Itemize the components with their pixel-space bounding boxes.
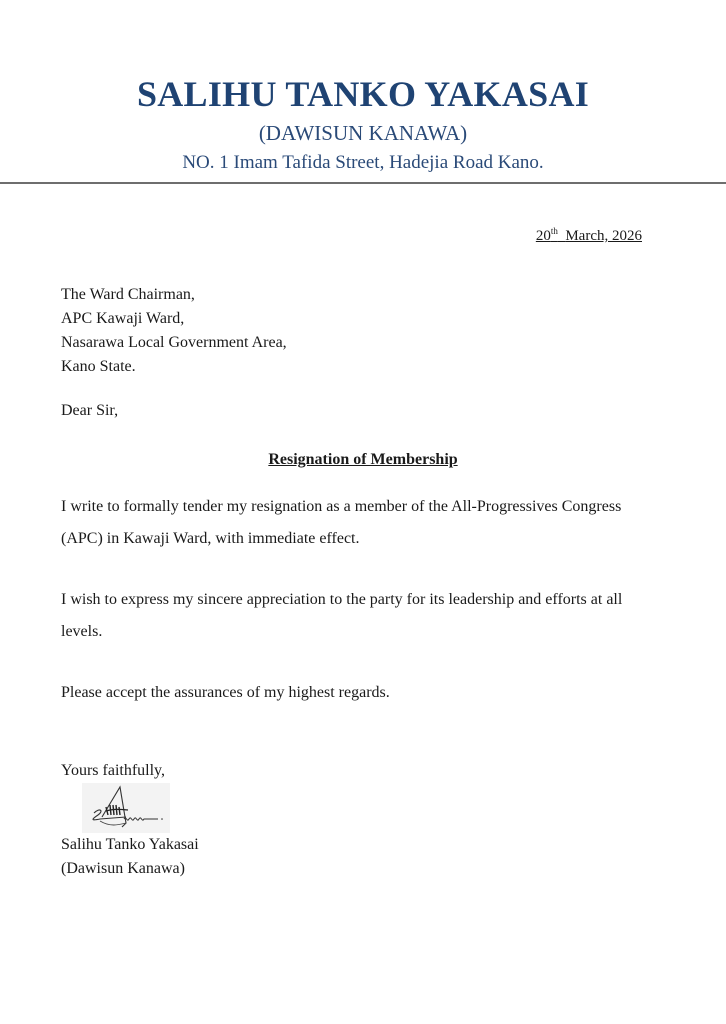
body-paragraph: I write to formally tender my resignation as a member of the All-Progressives Congress (APC) in Kawaji Ward, with immediate effect. [61,498,622,547]
recipient-address [61,283,287,379]
recipient-line: Nasarawa Local Government Area, [61,334,287,351]
signer-name: Salihu Tanko Yakasai [61,836,199,853]
signer-block [61,833,199,881]
date-day: 20 [535,228,551,244]
signer-alias: (Dawisun Kanawa) [61,860,185,877]
letterhead-alias: (DAWISUN KANAWA) [258,121,468,145]
signature-icon [82,783,170,833]
salutation: Dear Sir, [61,402,119,419]
letterhead-divider [0,182,726,184]
subject-heading: Resignation of Membership [268,451,458,468]
recipient-line: Kano State. [61,358,136,375]
closing: Yours faithfully, [61,762,166,779]
signature-graphic [82,783,170,833]
date-day-suffix: th [550,226,558,236]
letterhead-name: SALIHU TANKO YAKASAI [136,74,590,114]
recipient-line: APC Kawaji Ward, [61,310,185,327]
body-paragraph: Please accept the assurances of my highest regards. [61,684,390,701]
recipient-line: The Ward Chairman, [61,286,195,303]
body-paragraph: I wish to express my sincere appreciation to the party for its leadership and efforts at all levels. [61,591,623,640]
letter-date [536,226,642,246]
date-month-year: March, 2026 [565,228,642,244]
letterhead-address: NO. 1 Imam Tafida Street, Hadejia Road Kano. [182,152,544,173]
